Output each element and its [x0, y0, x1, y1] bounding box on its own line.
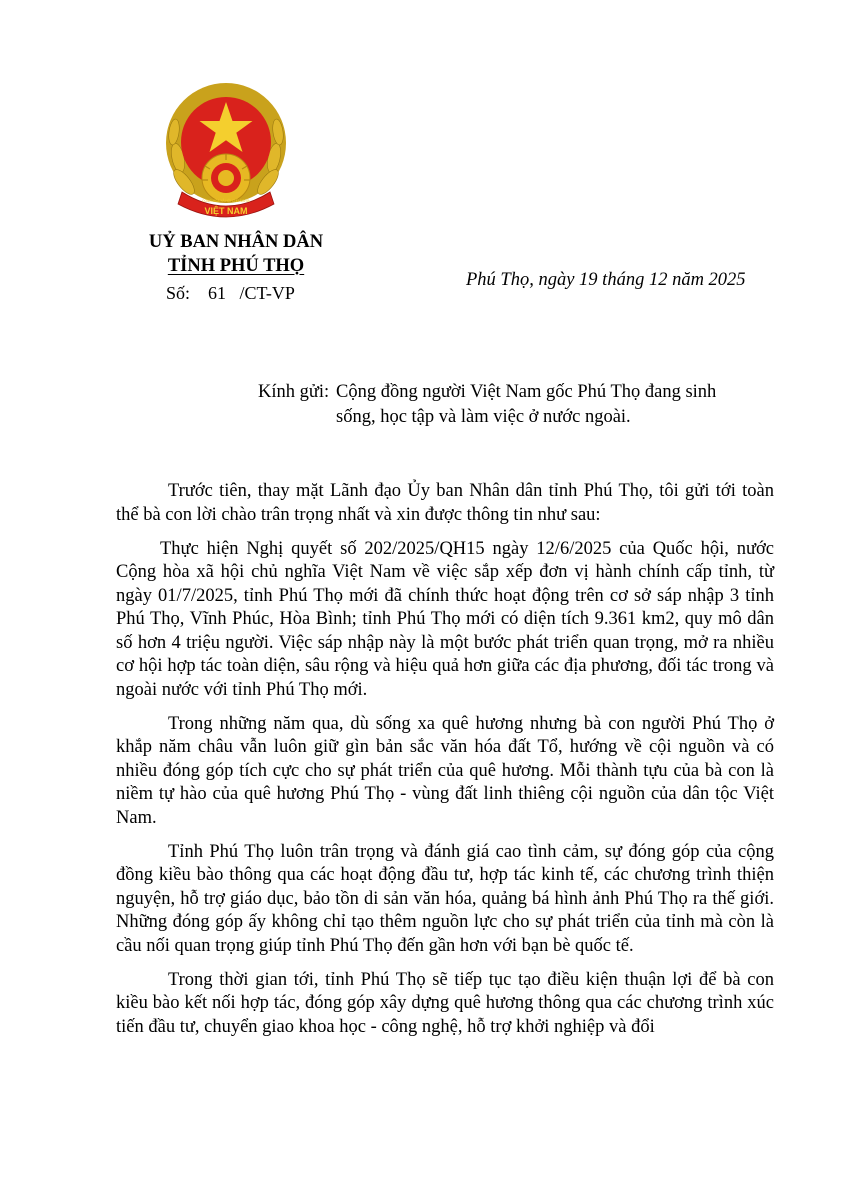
- issue-date: Phú Thọ, ngày 19 tháng 12 năm 2025: [466, 270, 746, 290]
- org-name-line2: TỈNH PHÚ THỌ: [167, 256, 305, 276]
- org-name-line1: UỶ BAN NHÂN DÂN: [148, 232, 324, 252]
- org-name-line2-wrap: [120, 254, 352, 278]
- paragraph: Thực hiện Nghị quyết số 202/2025/QH15 ngày 12/6/2025 của Quốc hội, nước Cộng hòa xã hội chủ nghĩa Việt Nam về việc sắp xếp đơn vị hành chính cấp tỉnh, từ ngày 01/7/2025, tỉnh Phú Thọ mới đã chính thức hoạt động trên cơ sở sáp nhập 3 tỉnh Phú Thọ, Vĩnh Phúc, Hòa Bình; tỉnh Phú Thọ mới có diện tích 9.361 km2, quy mô dân số hơn 4 triệu người. Việc sáp nhập này là một bước phát triển quan trọng, mở ra nhiều cơ hội hợp tác toàn diện, sâu rộng và hiệu quả hơn giữa các địa phương, đối tác trong và ngoài nước với tỉnh Phú Thọ mới.: [116, 538, 774, 700]
- doc-no-prefix: Số:: [166, 283, 191, 303]
- document-number: [166, 283, 295, 304]
- emblem-ribbon-text: VIỆT NAM: [204, 206, 248, 216]
- national-emblem: [164, 80, 288, 230]
- paragraph: Tỉnh Phú Thọ luôn trân trọng và đánh giá cao tình cảm, sự đóng góp của cộng đồng kiều bào thông qua các hoạt động đầu tư, hợp tác kinh tế, các chương trình thiện nguyện, hỗ trợ giáo dục, bảo tồn di sản văn hóa, quảng bá hình ảnh Phú Thọ ra thế giới. Những đóng góp ấy không chỉ tạo thêm nguồn lực cho sự phát triển của tỉnh mà còn là cầu nối quan trọng giúp tỉnh Phú Thọ đến gần hơn với bạn bè quốc tế.: [116, 841, 774, 956]
- emblem-small-text: CỘNG HÒA XÃ HỘI CHỦ NGHĨA: [202, 199, 250, 203]
- paragraph: Trước tiên, thay mặt Lãnh đạo Ủy ban Nhân dân tỉnh Phú Thọ, tôi gửi tới toàn thể bà con lời chào trân trọng nhất và xin được thông tin như sau:: [116, 481, 774, 525]
- national-emblem-icon: [164, 80, 288, 230]
- recipient-text: Cộng đồng người Việt Nam gốc Phú Thọ đang sinh sống, học tập và làm việc ở nước ngoài.: [336, 382, 717, 427]
- issuing-authority: [120, 230, 352, 278]
- letter-body: [116, 480, 774, 1050]
- paragraph: Trong những năm qua, dù sống xa quê hương nhưng bà con người Phú Thọ ở khắp năm châu vẫn luôn giữ gìn bản sắc văn hóa đất Tổ, hướng về cội nguồn và có nhiều đóng góp tích cực cho sự phát triển của quê hương. Mỗi thành tựu của bà con là niềm tự hào của quê hương Phú Thọ - vùng đất linh thiêng cội nguồn của dân tộc Việt Nam.: [116, 713, 774, 828]
- recipient-label: Kính gửi:: [258, 382, 330, 402]
- doc-no-number: 61: [208, 283, 227, 303]
- paragraph: Trong thời gian tới, tỉnh Phú Thọ sẽ tiếp tục tạo điều kiện thuận lợi để bà con kiều bào kết nối hợp tác, đóng góp xây dựng quê hương thông qua các chương trình xúc tiến đầu tư, chuyển giao khoa học - công nghệ, hỗ trợ khởi nghiệp và đổi: [116, 969, 774, 1037]
- doc-no-suffix: /CT-VP: [239, 283, 295, 303]
